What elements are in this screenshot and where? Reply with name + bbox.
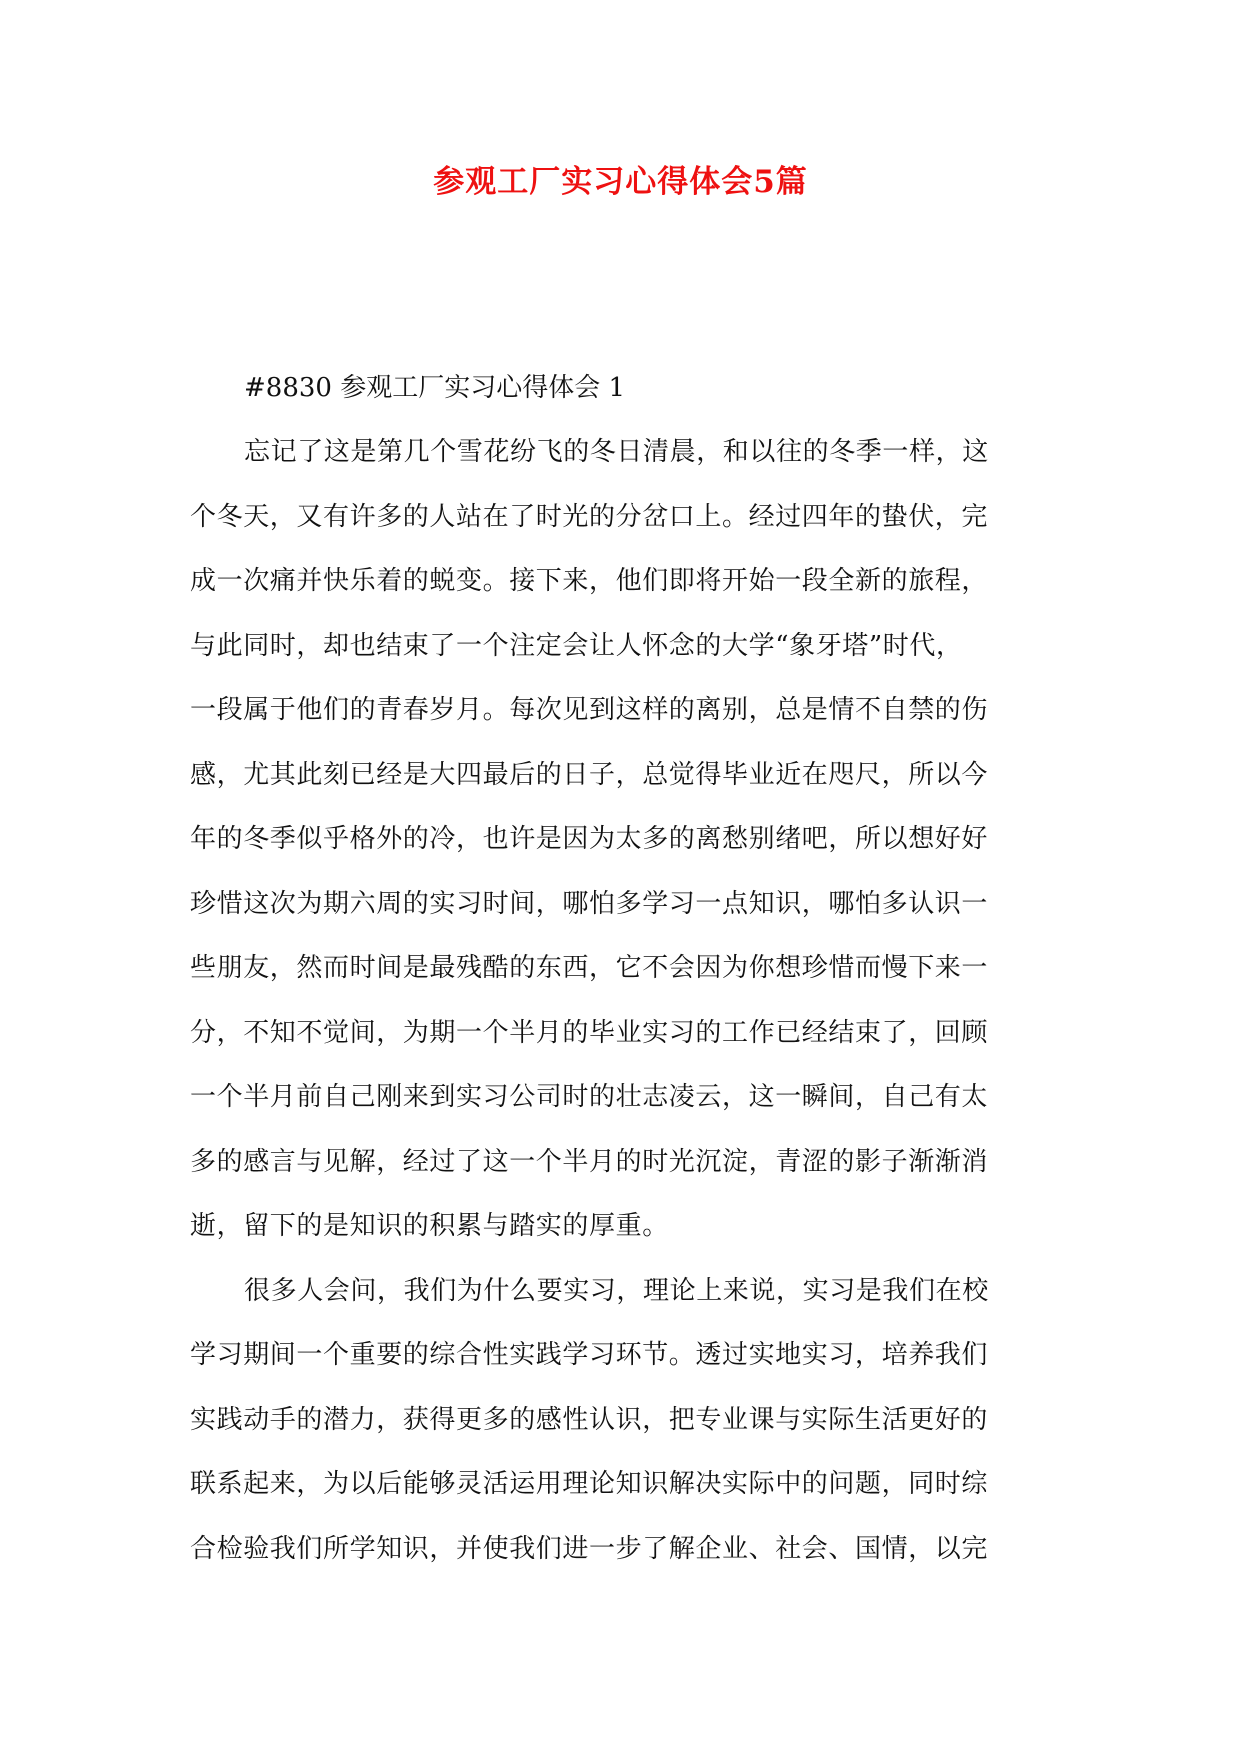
paragraph-line: 一个半月前自己刚来到实习公司时的壮志凌云，这一瞬间，自己有太	[190, 1082, 989, 1112]
paragraph-line: 分，不知不觉间，为期一个半月的毕业实习的工作已经结束了，回顾	[190, 1017, 989, 1048]
paragraph-line: 个冬天，又有许多的人站在了时光的分岔口上。经过四年的蛰伏，完	[190, 501, 989, 532]
paragraph-line: 合检验我们所学知识，并使我们进一步了解企业、社会、国情，以完	[190, 1533, 989, 1564]
paragraph-line: 成一次痛并快乐着的蜕变。接下来，他们即将开始一段全新的旅程，	[190, 566, 989, 596]
paragraph-1	[190, 420, 1054, 1259]
paragraph-line: 联系起来，为以后能够灵活运用理论知识解决实际中的问题，同时综	[190, 1469, 989, 1499]
paragraph-line: 逝，留下的是知识的积累与踏实的厚重。	[190, 1211, 669, 1241]
paragraph-line: 感，尤其此刻已经是大四最后的日子，总觉得毕业近在咫尺，所以今	[190, 759, 989, 790]
section-heading: #8830 参观工厂实习心得体会 1	[244, 373, 626, 403]
paragraph-line: 珍惜这次为期六周的实习时间，哪怕多学习一点知识，哪怕多认识一	[190, 888, 989, 919]
paragraph-line: 很多人会问，我们为什么要实习，理论上来说，实习是我们在校	[244, 1275, 989, 1306]
paragraph-line: 与此同时，却也结束了一个注定会让人怀念的大学“象牙塔”时代，	[190, 630, 963, 661]
paragraph-2	[190, 1259, 1054, 1582]
paragraph-line: 实践动手的潜力，获得更多的感性认识，把专业课与实际生活更好的	[190, 1404, 989, 1435]
paragraph-line: 年的冬季似乎格外的冷，也许是因为太多的离愁别绪吧，所以想好好	[190, 824, 989, 854]
paragraph-line: 忘记了这是第几个雪花纷飞的冬日清晨，和以往的冬季一样，这	[244, 437, 989, 467]
paragraph-line: 学习期间一个重要的综合性实践学习环节。透过实地实习，培养我们	[190, 1340, 989, 1370]
paragraph-line: 些朋友，然而时间是最残酷的东西，它不会因为你想珍惜而慢下来一	[190, 953, 989, 983]
paragraph-line: 多的感言与见解，经过了这一个半月的时光沉淀，青涩的影子渐渐消	[190, 1146, 989, 1177]
document-body	[190, 356, 1054, 1581]
paragraph-line: 一段属于他们的青春岁月。每次见到这样的离别，总是情不自禁的伤	[190, 695, 989, 725]
document-title: 参观工厂实习心得体会5篇	[433, 164, 808, 200]
